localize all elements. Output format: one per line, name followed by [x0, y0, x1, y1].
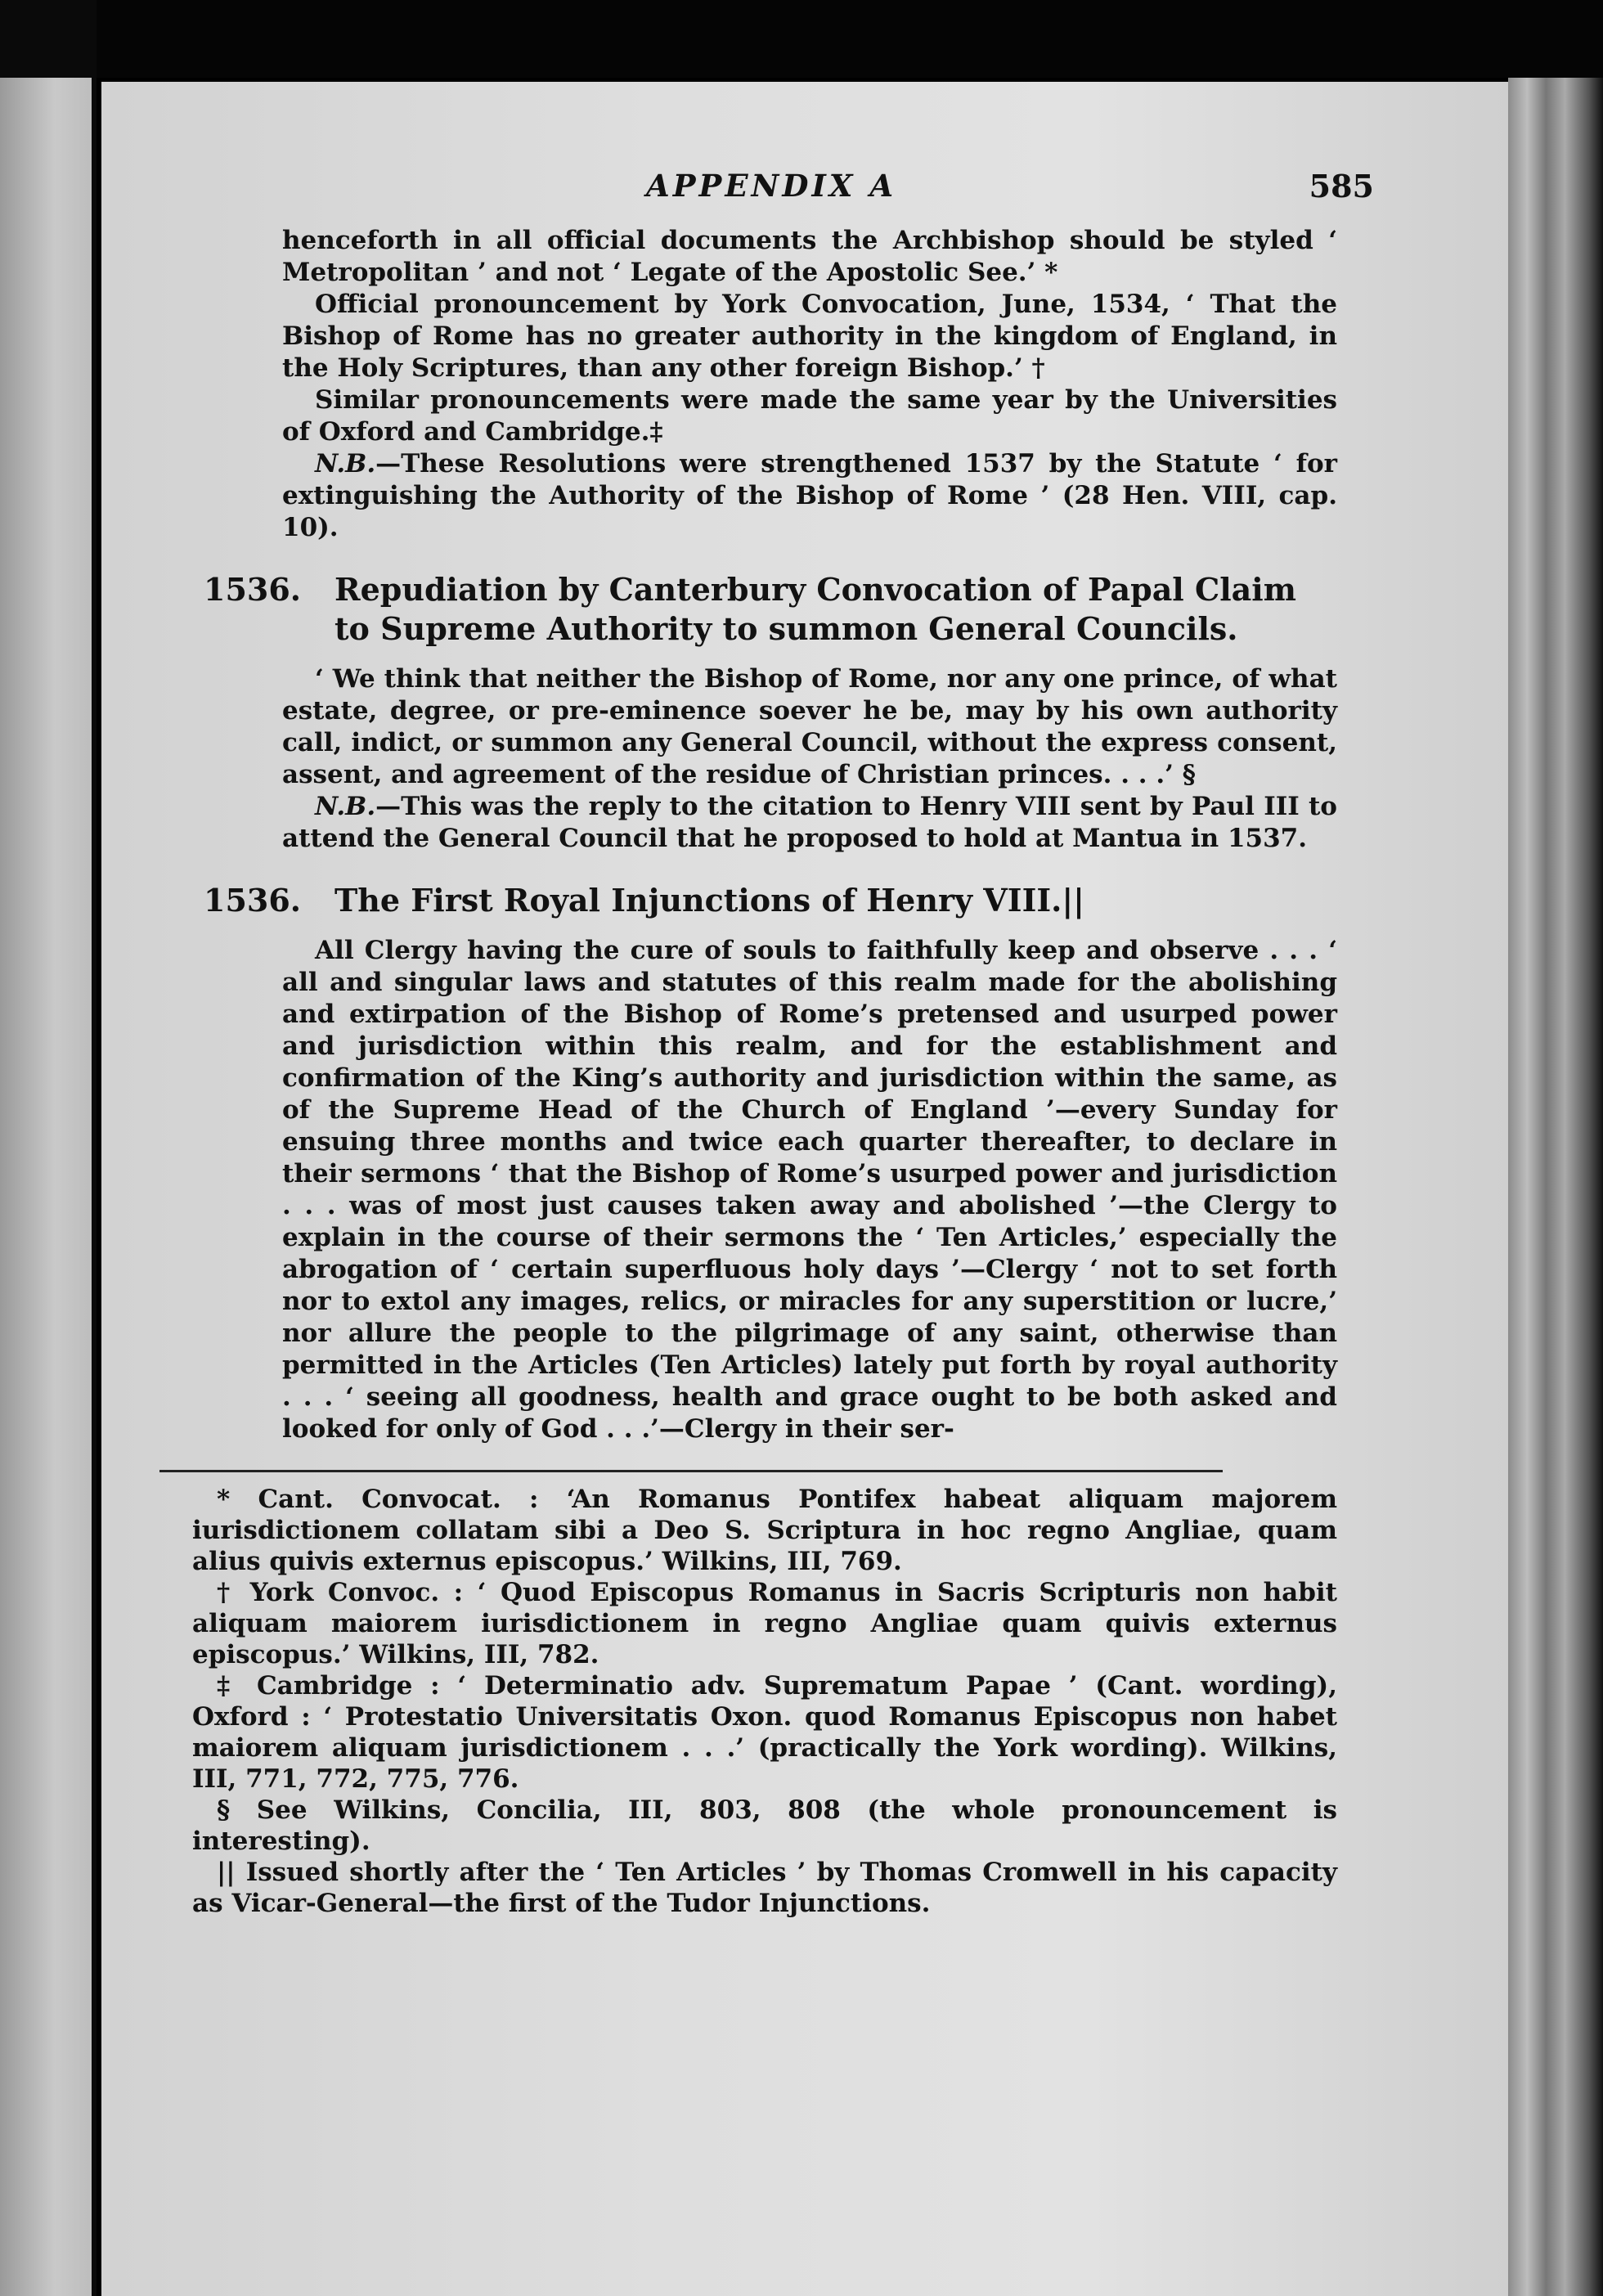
section-nb-note [282, 791, 1337, 855]
nb-label: N.B. [315, 792, 376, 821]
section-title: The First Royal Injunctions of Henry VIII.|| [335, 882, 1084, 919]
nb-label: N.B. [315, 449, 376, 479]
footnote: § See Wilkins, Concilia, III, 803, 808 (the whole pronouncement is interesting). [192, 1795, 1337, 1856]
section-year: 1536. [204, 571, 301, 608]
section-injunctions [204, 881, 1337, 1445]
page-number: 585 [1309, 168, 1374, 204]
footnote-divider [159, 1470, 1223, 1472]
section-title: Repudiation by Canterbury Convocation of Papal Claim to Supreme Authority to summon General Councils. [335, 571, 1296, 647]
intro-paragraph-3: Similar pronouncements were made the same year by the Universities of Oxford and Cambridge.‡ [282, 385, 1337, 447]
nb-text: —These Resolutions were strengthened 1537 by the Statute ‘ for extinguishing the Authority of the Bishop of Rome ’ (28 Hen. VIII, cap. 10). [282, 449, 1337, 542]
page-content [192, 168, 1374, 1919]
section-heading [204, 881, 1337, 920]
intro-nb-note [282, 448, 1337, 544]
intro-paragraph-1: henceforth in all official documents the Archbishop should be styled ‘ Metropolitan ’ and not ‘ Legate of the Apostolic See.’ * [282, 226, 1337, 287]
footnote: ‡ Cambridge : ‘ Determinatio adv. Suprematum Papae ’ (Cant. wording), Oxford : ‘ Protestatio Universitatis Oxon. quod Romanus Episcopus non habet maiorem aliquam jurisdictionem . . .’ (practically the York wording). Wilkins, III, 771, 772, 775, 776. [192, 1671, 1337, 1794]
footnotes [192, 1484, 1337, 1919]
page-edge-stack [1508, 78, 1603, 2296]
footnote: † York Convoc. : ‘ Quod Episcopus Romanus in Sacris Scripturis non habit aliquam maiorem iurisdictionem in regno Angliae quam quivis externus episcopus.’ Wilkins, III, 782. [192, 1578, 1337, 1669]
facing-page-edge [0, 78, 92, 2296]
quote-block [282, 663, 1337, 855]
section-heading [204, 570, 1337, 649]
quote-paragraph: ‘ We think that neither the Bishop of Rome, nor any one prince, of what estate, degree, or pre-eminence soever he be, may by his own authority call, indict, or summon any General Council, without the express consent, assent, and agreement of the residue of Christian princes. . . .’ § [282, 664, 1337, 789]
body-paragraph: All Clergy having the cure of souls to faithfully keep and observe . . . ‘ all and singular laws and statutes of this realm made for the abolishing and extirpation of the Bishop of Rome’s pretensed and usurped power and jurisdiction within this realm, and for the establishment and confirmation of the King’s authority and jurisdiction within the same, as of the Supreme Head of the Church of England ’—every Sunday for ensuing three months and twice each quarter thereafter, to declare in their sermons ‘ that the Bishop of Rome’s usurped power and jurisdiction . . . was of most just causes taken away and abolished ’—the Clergy to explain in the course of their sermons the ‘ Ten Articles,’ especially the abrogation of ‘ certain superfluous holy days ’—Clergy ‘ not to set forth nor to extol any images, relics, or miracles for any superstition or lucre,’ nor allure the people to the pilgrimage of any saint, otherwise than permitted in the Articles (Ten Articles) lately put forth by royal authority . . . ‘ seeing all goodness, health and grace ought to be both asked and looked for only of God . . .’—Clergy in their ser- [282, 936, 1337, 1444]
footnote: * Cant. Convocat. : ‘An Romanus Pontifex habeat aliquam majorem iurisdictionem collatam sibi a Deo S. Scriptura in hoc regno Angliae, quam alius quivis externus episcopus.’ Wilkins, III, 769. [192, 1485, 1337, 1576]
top-dark-border [0, 0, 1603, 78]
footnote: || Issued shortly after the ‘ Ten Articles ’ by Thomas Cromwell in his capacity as Vicar-General—the first of the Tudor Injunctions. [192, 1858, 1337, 1918]
nb-text: —This was the reply to the citation to Henry VIII sent by Paul III to attend the General Council that he proposed to hold at Mantua in 1537. [282, 792, 1337, 853]
intro-paragraph-2: Official pronouncement by York Convocation, June, 1534, ‘ That the Bishop of Rome has no greater authority in the kingdom of England, in the Holy Scriptures, than any other foreign Bishop.’ † [282, 290, 1337, 383]
section-year: 1536. [204, 882, 301, 919]
section-repudiation [204, 570, 1337, 855]
running-header [282, 168, 1374, 225]
running-title: APPENDIX A [646, 168, 897, 204]
